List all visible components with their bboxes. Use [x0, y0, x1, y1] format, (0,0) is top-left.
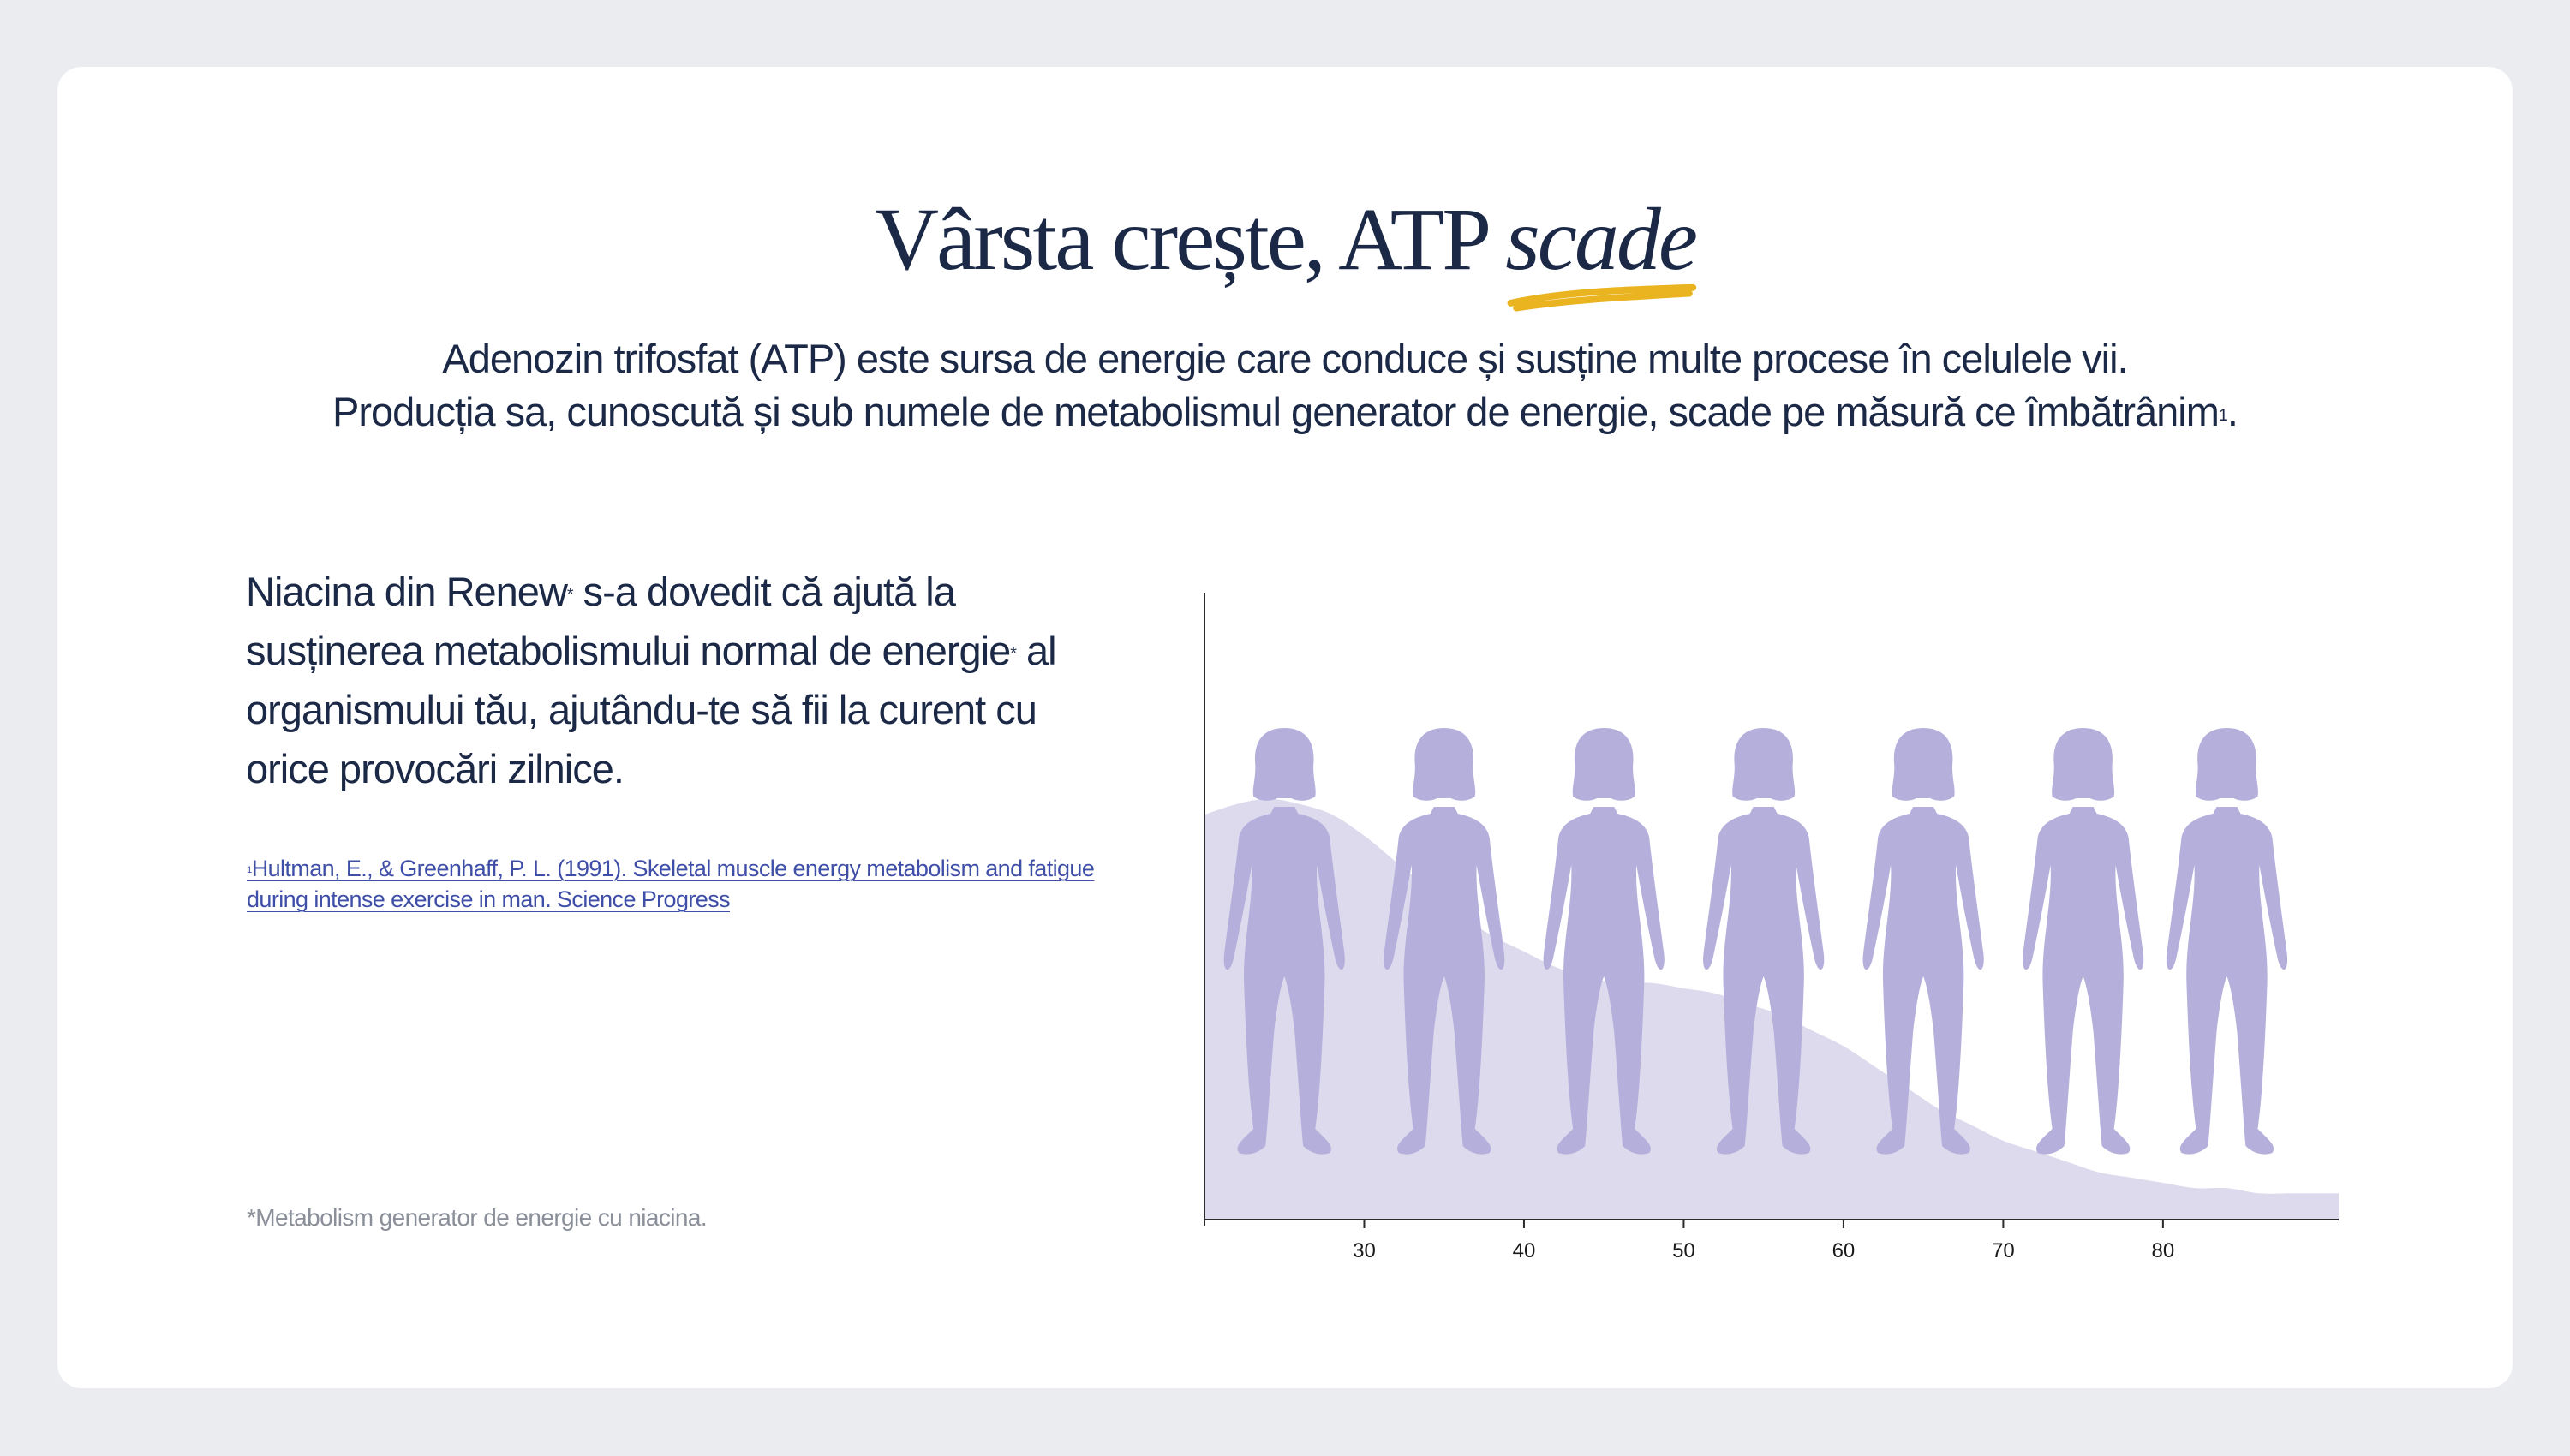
- title-emphasis-text: scade: [1505, 190, 1696, 289]
- lead-part-1: Niacina din Renew: [246, 569, 567, 614]
- woman-silhouette-icon: [2023, 728, 2143, 1155]
- lead-part-3: al organismului tău, ajutându-te să fii la curent cu orice provocări zilnice.: [246, 628, 1056, 791]
- x-tick-label: 60: [1832, 1239, 1856, 1262]
- x-tick-label: 80: [2151, 1239, 2175, 1262]
- lead-part-2: s-a dovedit că ajută la susținerea metabolismului normal de energie: [246, 569, 1011, 673]
- x-tick-label: 50: [1672, 1239, 1695, 1262]
- x-tick-label: 30: [1353, 1239, 1376, 1262]
- reference-text[interactable]: Hultman, E., & Greenhaff, P. L. (1991). Skeletal muscle energy metabolism and fatigue during intense exercise in man. Science Progress: [247, 856, 1095, 912]
- intro-line-2-end: .: [2226, 389, 2238, 434]
- intro-line-2-text: Producția sa, cunoscută și sub numele de metabolismul generator de energie, scade pe măsură ce îmbătrânim: [332, 389, 2219, 434]
- x-tick-label: 70: [1992, 1239, 2015, 1262]
- title-main: Vârsta crește, ATP: [874, 190, 1506, 289]
- asterisk-marker: *: [1010, 643, 1016, 663]
- plot-area: [1204, 593, 2339, 1262]
- woman-silhouette-icon: [2167, 728, 2287, 1155]
- asterisk-marker: *: [566, 584, 573, 604]
- x-tick-label: 40: [1512, 1239, 1536, 1262]
- footnote-marker: 1: [2218, 405, 2227, 425]
- intro-line-1: Adenozin trifosfat (ATP) este sursa de energie care conduce și susține multe procese în celulele vii.: [442, 336, 2128, 381]
- footnote: *Metabolism generator de energie cu niacina.: [247, 1204, 708, 1231]
- reference-marker: 1: [247, 865, 252, 876]
